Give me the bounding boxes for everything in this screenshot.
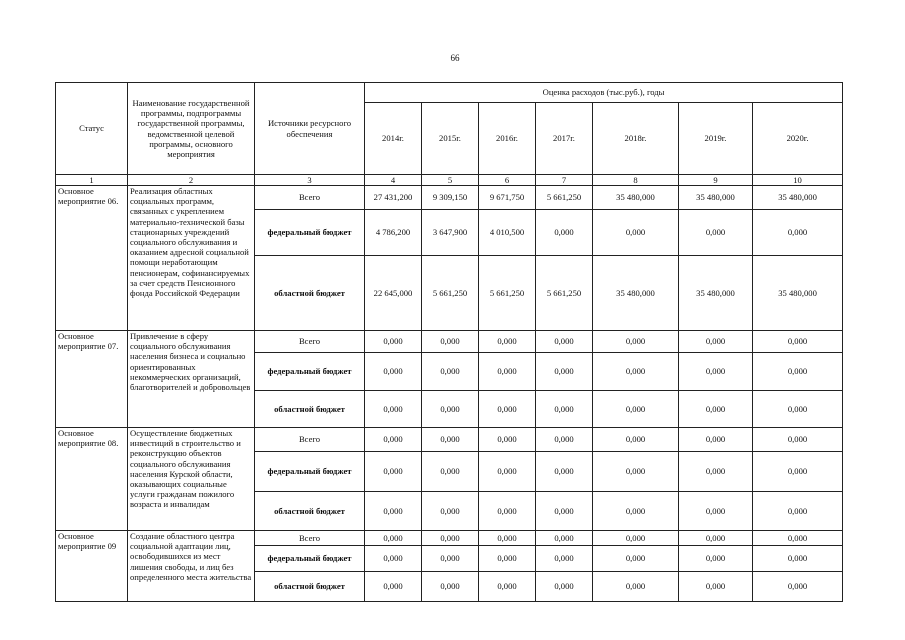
column-number-row xyxy=(56,175,843,186)
value-cell: 0,000 xyxy=(422,331,479,353)
value-cell: 9 671,750 xyxy=(479,186,536,210)
table-row xyxy=(56,428,843,452)
value-cell: 0,000 xyxy=(422,391,479,428)
value-cell: 0,000 xyxy=(679,428,753,452)
value-cell: 4 010,500 xyxy=(479,210,536,256)
value-cell: 0,000 xyxy=(753,531,843,546)
value-cell: 0,000 xyxy=(536,452,593,492)
value-cell: 0,000 xyxy=(479,391,536,428)
value-cell: 0,000 xyxy=(365,391,422,428)
value-cell: 0,000 xyxy=(422,452,479,492)
column-number: 4 xyxy=(365,175,422,186)
source-cell: федеральный бюджет xyxy=(255,210,365,256)
source-cell: федеральный бюджет xyxy=(255,452,365,492)
value-cell: 27 431,200 xyxy=(365,186,422,210)
value-cell: 0,000 xyxy=(593,452,679,492)
value-cell: 0,000 xyxy=(753,210,843,256)
value-cell: 0,000 xyxy=(479,331,536,353)
value-cell: 0,000 xyxy=(679,531,753,546)
value-cell: 5 661,250 xyxy=(422,256,479,331)
value-cell: 0,000 xyxy=(365,331,422,353)
page-number: 66 xyxy=(450,53,460,63)
value-cell: 0,000 xyxy=(593,572,679,602)
value-cell: 4 786,200 xyxy=(365,210,422,256)
source-cell: Всего xyxy=(255,186,365,210)
measure-status: Основное мероприятие 07. xyxy=(56,331,128,428)
value-cell: 0,000 xyxy=(479,546,536,572)
measure-name: Создание областного центра социальной адаптации лиц, освободившихся из мест лишения свободы, и лиц без определенного места жительства xyxy=(128,531,255,602)
year-header: 2015г. xyxy=(422,103,479,175)
year-header: 2016г. xyxy=(479,103,536,175)
column-number: 9 xyxy=(679,175,753,186)
value-cell: 35 480,000 xyxy=(679,186,753,210)
value-cell: 0,000 xyxy=(593,210,679,256)
value-cell: 0,000 xyxy=(422,353,479,391)
source-header: Источники ресурсного обеспечения xyxy=(255,83,365,175)
value-cell: 0,000 xyxy=(536,331,593,353)
value-cell: 0,000 xyxy=(753,331,843,353)
value-cell: 0,000 xyxy=(679,331,753,353)
value-cell: 35 480,000 xyxy=(679,256,753,331)
value-cell: 0,000 xyxy=(593,353,679,391)
value-cell: 0,000 xyxy=(593,331,679,353)
value-cell: 5 661,250 xyxy=(536,256,593,331)
measure-name: Осуществление бюджетных инвестиций в строительство и реконструкцию объектов социального обслуживания населения Курской области, оказывающих социальные услуги гражданам пожилого возраста и инвалидам xyxy=(128,428,255,531)
value-cell: 0,000 xyxy=(593,391,679,428)
value-cell: 0,000 xyxy=(479,428,536,452)
value-cell: 0,000 xyxy=(679,452,753,492)
value-cell: 0,000 xyxy=(422,531,479,546)
value-cell: 0,000 xyxy=(593,546,679,572)
value-cell: 0,000 xyxy=(753,452,843,492)
year-header: 2020г. xyxy=(753,103,843,175)
status-header: Статус xyxy=(56,83,128,175)
year-header: 2014г. xyxy=(365,103,422,175)
value-cell: 22 645,000 xyxy=(365,256,422,331)
measure-name: Реализация областных социальных программ, связанных с укреплением материально-технической базы стационарных учреждений социального обслуживания и оказанием адресной социальной помощи неработающим пенсионерам, софинансируемых за счет средств Пенсионного фонда Российской Федерации xyxy=(128,186,255,331)
value-cell: 0,000 xyxy=(679,492,753,531)
value-cell: 0,000 xyxy=(536,531,593,546)
source-cell: Всего xyxy=(255,428,365,452)
value-cell: 0,000 xyxy=(593,531,679,546)
value-cell: 0,000 xyxy=(536,546,593,572)
source-cell: федеральный бюджет xyxy=(255,546,365,572)
value-cell: 0,000 xyxy=(679,546,753,572)
value-cell: 0,000 xyxy=(422,492,479,531)
value-cell: 0,000 xyxy=(422,428,479,452)
column-number: 8 xyxy=(593,175,679,186)
value-cell: 0,000 xyxy=(679,353,753,391)
value-cell: 3 647,900 xyxy=(422,210,479,256)
value-cell: 0,000 xyxy=(536,492,593,531)
value-cell: 0,000 xyxy=(365,492,422,531)
value-cell: 0,000 xyxy=(479,572,536,602)
value-cell: 0,000 xyxy=(365,452,422,492)
value-cell: 0,000 xyxy=(479,452,536,492)
value-cell: 0,000 xyxy=(753,546,843,572)
value-cell: 0,000 xyxy=(679,572,753,602)
year-header: 2018г. xyxy=(593,103,679,175)
value-cell: 5 661,250 xyxy=(536,186,593,210)
column-number: 3 xyxy=(255,175,365,186)
value-cell: 0,000 xyxy=(536,391,593,428)
value-cell: 0,000 xyxy=(365,546,422,572)
value-cell: 0,000 xyxy=(365,428,422,452)
value-cell: 0,000 xyxy=(422,572,479,602)
value-cell: 5 661,250 xyxy=(479,256,536,331)
table-row xyxy=(56,186,843,210)
source-cell: областной бюджет xyxy=(255,492,365,531)
value-cell: 0,000 xyxy=(479,531,536,546)
source-cell: Всего xyxy=(255,331,365,353)
value-cell: 0,000 xyxy=(365,531,422,546)
measure-name: Привлечение в сферу социального обслуживания населения бизнеса и социально ориентированных некоммерческих организаций, благотворителей и добровольцев xyxy=(128,331,255,428)
budget-table xyxy=(55,82,843,602)
header-row xyxy=(56,83,843,103)
value-cell: 35 480,000 xyxy=(753,256,843,331)
column-number: 7 xyxy=(536,175,593,186)
source-cell: областной бюджет xyxy=(255,256,365,331)
value-cell: 0,000 xyxy=(593,492,679,531)
value-cell: 0,000 xyxy=(753,492,843,531)
value-cell: 0,000 xyxy=(365,353,422,391)
measure-status: Основное мероприятие 08. xyxy=(56,428,128,531)
value-cell: 35 480,000 xyxy=(753,186,843,210)
table-row xyxy=(56,331,843,353)
year-header: 2019г. xyxy=(679,103,753,175)
estimate-header: Оценка расходов (тыс.руб.), годы xyxy=(365,83,843,103)
value-cell: 0,000 xyxy=(753,391,843,428)
value-cell: 0,000 xyxy=(753,572,843,602)
value-cell: 0,000 xyxy=(365,572,422,602)
value-cell: 35 480,000 xyxy=(593,256,679,331)
column-number: 1 xyxy=(56,175,128,186)
value-cell: 9 309,150 xyxy=(422,186,479,210)
value-cell: 0,000 xyxy=(479,492,536,531)
source-cell: областной бюджет xyxy=(255,572,365,602)
value-cell: 0,000 xyxy=(679,210,753,256)
column-number: 5 xyxy=(422,175,479,186)
column-number: 10 xyxy=(753,175,843,186)
name-header: Наименование государственной программы, подпрограммы государственной программы, ведомственной целевой программы, основного мероприятия xyxy=(128,83,255,175)
table-row xyxy=(56,531,843,546)
measure-status: Основное мероприятие 06. xyxy=(56,186,128,331)
value-cell: 0,000 xyxy=(753,428,843,452)
value-cell: 0,000 xyxy=(536,210,593,256)
value-cell: 0,000 xyxy=(753,353,843,391)
value-cell: 0,000 xyxy=(679,391,753,428)
value-cell: 0,000 xyxy=(536,572,593,602)
value-cell: 0,000 xyxy=(479,353,536,391)
column-number: 6 xyxy=(479,175,536,186)
value-cell: 0,000 xyxy=(593,428,679,452)
source-cell: Всего xyxy=(255,531,365,546)
year-header: 2017г. xyxy=(536,103,593,175)
value-cell: 0,000 xyxy=(422,546,479,572)
value-cell: 0,000 xyxy=(536,353,593,391)
source-cell: областной бюджет xyxy=(255,391,365,428)
value-cell: 35 480,000 xyxy=(593,186,679,210)
value-cell: 0,000 xyxy=(536,428,593,452)
column-number: 2 xyxy=(128,175,255,186)
measure-status: Основное мероприятие 09 xyxy=(56,531,128,602)
source-cell: федеральный бюджет xyxy=(255,353,365,391)
